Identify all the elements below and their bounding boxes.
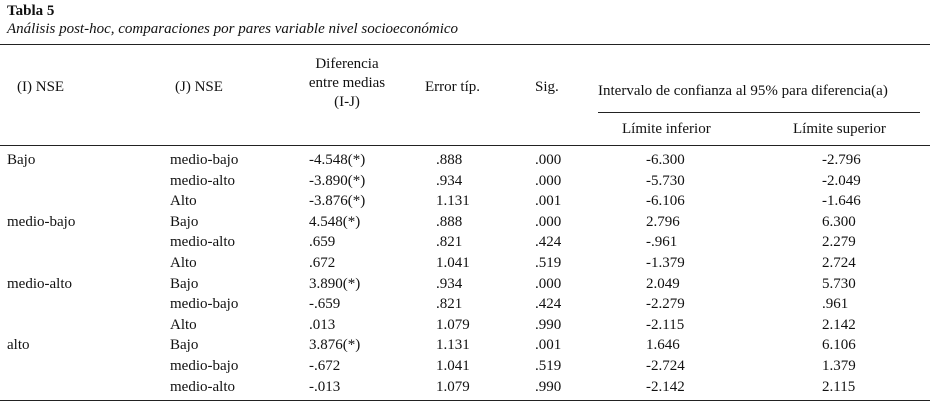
cell-error: 1.079 xyxy=(436,379,470,395)
cell-difference: -3.890(*) xyxy=(309,173,366,189)
cell-lower: -2.115 xyxy=(646,317,685,333)
cell-upper: -1.646 xyxy=(822,193,861,209)
cell-error: 1.131 xyxy=(436,193,470,209)
cell-error: .888 xyxy=(436,214,463,230)
cell-sig: .001 xyxy=(535,337,562,353)
cell-error: .821 xyxy=(436,234,463,250)
header-interval: Intervalo de confianza al 95% para diferencia(a) xyxy=(598,83,888,99)
cell-sig: .990 xyxy=(535,317,562,333)
cell-lower: -5.730 xyxy=(646,173,685,189)
header-bottom-rule xyxy=(0,145,930,146)
cell-upper: 2.142 xyxy=(822,317,856,333)
cell-sig: .990 xyxy=(535,379,562,395)
header-j-nse: (J) NSE xyxy=(175,79,223,95)
cell-sig: .000 xyxy=(535,152,562,168)
cell-difference: -4.548(*) xyxy=(309,152,366,168)
cell-j-nse: medio-alto xyxy=(170,379,235,395)
cell-error: 1.131 xyxy=(436,337,470,353)
cell-j-nse: medio-alto xyxy=(170,173,235,189)
cell-difference: -.659 xyxy=(309,296,341,312)
cell-lower: 1.646 xyxy=(646,337,680,353)
cell-sig: .001 xyxy=(535,193,562,209)
cell-upper: 5.730 xyxy=(822,276,856,292)
cell-error: 1.079 xyxy=(436,317,470,333)
cell-upper: 2.724 xyxy=(822,255,856,271)
cell-sig: .000 xyxy=(535,214,562,230)
table-caption: Análisis post-hoc, comparaciones por pares variable nivel socioeconómico xyxy=(7,21,459,37)
cell-upper: 6.300 xyxy=(822,214,856,230)
cell-sig: .424 xyxy=(535,296,562,312)
cell-lower: -1.379 xyxy=(646,255,685,271)
cell-difference: -.672 xyxy=(309,358,341,374)
cell-difference: 4.548(*) xyxy=(309,214,361,230)
cell-lower: -2.724 xyxy=(646,358,685,374)
cell-upper: 2.279 xyxy=(822,234,856,250)
cell-difference: .672 xyxy=(309,255,336,271)
cell-upper: 6.106 xyxy=(822,337,856,353)
cell-i-nse: alto xyxy=(7,337,30,353)
header-difference-line3: (I-J) xyxy=(334,94,360,110)
cell-j-nse: Bajo xyxy=(170,276,199,292)
cell-lower: 2.796 xyxy=(646,214,680,230)
cell-error: .821 xyxy=(436,296,463,312)
cell-error: 1.041 xyxy=(436,255,470,271)
cell-j-nse: medio-bajo xyxy=(170,358,239,374)
cell-j-nse: Alto xyxy=(170,193,197,209)
cell-difference: 3.890(*) xyxy=(309,276,361,292)
cell-upper: .961 xyxy=(822,296,849,312)
cell-lower: -2.142 xyxy=(646,379,685,395)
cell-sig: .000 xyxy=(535,276,562,292)
cell-lower: -.961 xyxy=(646,234,678,250)
top-rule xyxy=(0,44,930,45)
cell-sig: .000 xyxy=(535,173,562,189)
header-difference-line1: Diferencia xyxy=(315,56,379,72)
cell-error: .934 xyxy=(436,276,463,292)
interval-rule xyxy=(598,112,920,113)
table-title: Tabla 5 xyxy=(7,3,55,19)
cell-j-nse: Bajo xyxy=(170,214,199,230)
cell-j-nse: Alto xyxy=(170,255,197,271)
cell-lower: -6.300 xyxy=(646,152,685,168)
header-i-nse: (I) NSE xyxy=(17,79,65,95)
header-difference xyxy=(292,55,402,112)
cell-difference: .659 xyxy=(309,234,336,250)
cell-difference: .013 xyxy=(309,317,336,333)
bottom-rule xyxy=(0,400,930,401)
cell-difference: -.013 xyxy=(309,379,341,395)
header-upper: Límite superior xyxy=(793,121,886,137)
cell-upper: -2.049 xyxy=(822,173,861,189)
cell-upper: 1.379 xyxy=(822,358,856,374)
cell-upper: -2.796 xyxy=(822,152,861,168)
cell-sig: .424 xyxy=(535,234,562,250)
cell-sig: .519 xyxy=(535,358,562,374)
header-sig: Sig. xyxy=(535,79,559,95)
cell-lower: -6.106 xyxy=(646,193,685,209)
cell-j-nse: Bajo xyxy=(170,337,199,353)
cell-upper: 2.115 xyxy=(822,379,856,395)
cell-j-nse: medio-bajo xyxy=(170,296,239,312)
header-error: Error típ. xyxy=(425,79,480,95)
cell-lower: -2.279 xyxy=(646,296,685,312)
cell-difference: -3.876(*) xyxy=(309,193,366,209)
cell-error: 1.041 xyxy=(436,358,470,374)
cell-sig: .519 xyxy=(535,255,562,271)
cell-j-nse: Alto xyxy=(170,317,197,333)
cell-j-nse: medio-bajo xyxy=(170,152,239,168)
cell-error: .888 xyxy=(436,152,463,168)
cell-error: .934 xyxy=(436,173,463,189)
cell-i-nse: medio-bajo xyxy=(7,214,76,230)
cell-difference: 3.876(*) xyxy=(309,337,361,353)
cell-lower: 2.049 xyxy=(646,276,680,292)
cell-i-nse: Bajo xyxy=(7,152,36,168)
header-difference-line2: entre medias xyxy=(308,75,386,91)
header-lower: Límite inferior xyxy=(622,121,711,137)
cell-j-nse: medio-alto xyxy=(170,234,235,250)
cell-i-nse: medio-alto xyxy=(7,276,72,292)
